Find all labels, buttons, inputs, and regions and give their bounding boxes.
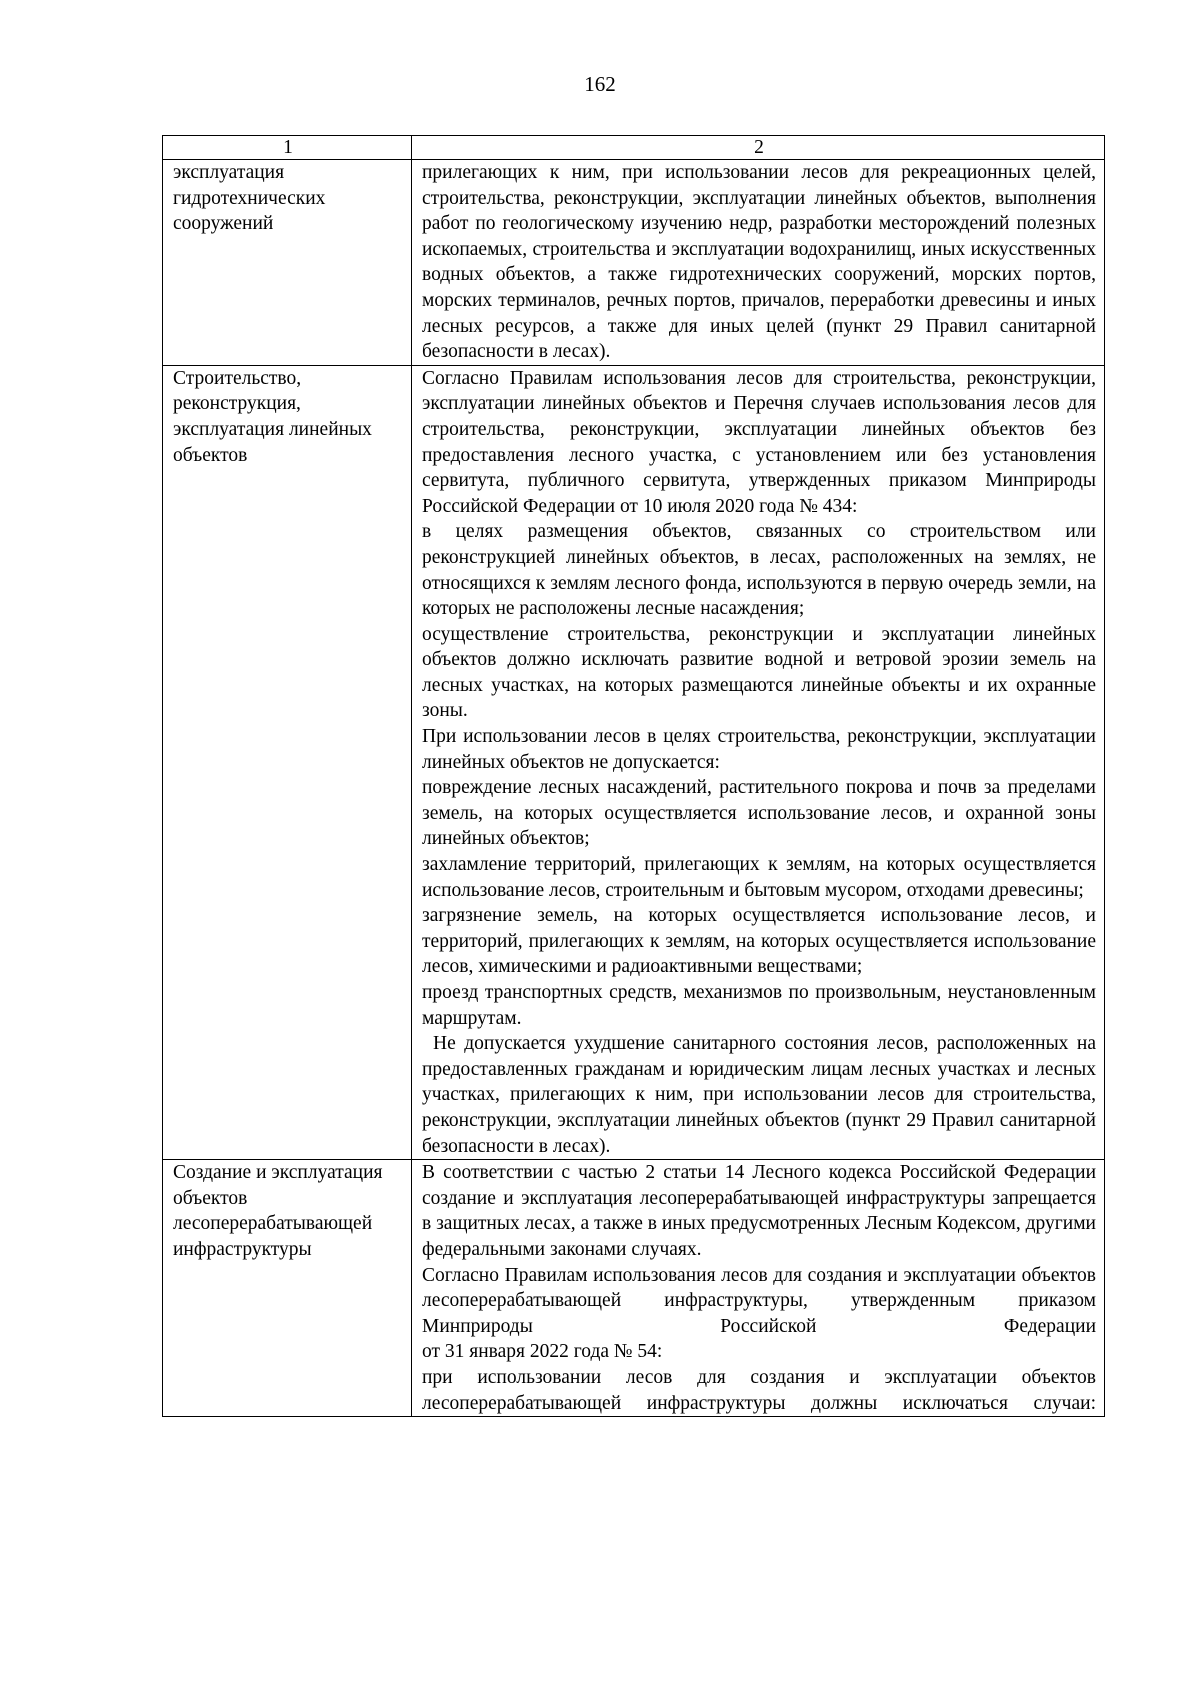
paragraph: Согласно Правилам использования лесов для создания и эксплуатации объектов лесоперерабатывающей инфраструктуры, утвержденным приказом Минприроды Российской Федерации bbox=[422, 1264, 1096, 1337]
table-header-row bbox=[163, 136, 1105, 160]
document-table bbox=[162, 135, 1105, 1417]
column-number-2: 2 bbox=[412, 136, 1105, 160]
paragraph: от 31 января 2022 года № 54: bbox=[422, 1341, 663, 1363]
paragraph: Не допускается ухудшение санитарного состояния лесов, расположенных на предоставленных гражданам и юридическим лицам лесных участках и лесных участках, прилегающих к ним, при использовании лесов для строительства, реконструкции, эксплуатации линейных объектов (пункт 29 Правил санитарной безопасности в лесах). bbox=[422, 1033, 1096, 1157]
table-row bbox=[163, 1160, 1105, 1417]
row-type-of-use: Строительство, реконструкция, эксплуатация линейных объектов bbox=[163, 365, 412, 1159]
paragraph: Согласно Правилам использования лесов для строительства, реконструкции, эксплуатации линейных объектов и Перечня случаев использования лесов для строительства, реконструкции, эксплуатации линейных объектов без предоставления лесного участка, с установлением или без установления сервитута, публичного сервитута, утвержденных приказом Минприроды Российской Федерации от 10 июля 2020 года № 434: bbox=[422, 367, 1096, 517]
row-type-of-use: эксплуатация гидротехнических сооружений bbox=[163, 160, 412, 366]
paragraph: при использовании лесов для создания и эксплуатации объектов лесоперерабатывающей инфраструктуры должны исключаться случаи: bbox=[422, 1366, 1096, 1414]
row-requirements bbox=[412, 160, 1105, 366]
row-requirements bbox=[412, 1160, 1105, 1417]
paragraph: При использовании лесов в целях строительства, реконструкции, эксплуатации линейных объектов не допускается: bbox=[422, 726, 1096, 773]
paragraph: захламление территорий, прилегающих к землям, на которых осуществляется использование лесов, строительным и бытовым мусором, отходами древесины; bbox=[422, 854, 1096, 901]
paragraph: В соответствии с частью 2 статьи 14 Лесного кодекса Российской Федерации создание и эксплуатация лесоперерабатывающей инфраструктуры запрещается в защитных лесах, а также в иных предусмотренных Лесным Кодексом, другими федеральными законами случаях. bbox=[422, 1162, 1096, 1260]
table-row bbox=[163, 365, 1105, 1159]
table-row bbox=[163, 160, 1105, 366]
row-requirements bbox=[412, 365, 1105, 1159]
paragraph: загрязнение земель, на которых осуществляется использование лесов, и территорий, прилегающих к землям, на которых осуществляется использование лесов, химическими и радиоактивными веществами; bbox=[422, 905, 1096, 978]
column-number-1: 1 bbox=[163, 136, 412, 160]
paragraph: осуществление строительства, реконструкции и эксплуатации линейных объектов должно исключать развитие водной и ветровой эрозии земель на лесных участках, на которых размещаются линейные объекты и их охранные зоны. bbox=[422, 623, 1096, 722]
paragraph: прилегающих к ним, при использовании лесов для рекреационных целей, строительства, реконструкции, эксплуатации линейных объектов, выполнения работ по геологическому изучению недр, разработки месторождений полезных ископаемых, строительства и эксплуатации водохранилищ, иных искусственных водных объектов, а также гидротехнических сооружений, морских портов, морских терминалов, речных портов, причалов, переработки древесины и иных лесных ресурсов, а также для иных целей (пункт 29 Правил санитарной безопасности в лесах). bbox=[422, 162, 1096, 363]
row-type-of-use: Создание и эксплуатация объектов лесоперерабатывающей инфраструктуры bbox=[163, 1160, 412, 1417]
paragraph: повреждение лесных насаждений, растительного покрова и почв за пределами земель, на которых осуществляется использование лесов, и охранной зоны линейных объектов; bbox=[422, 777, 1096, 850]
paragraph: проезд транспортных средств, механизмов по произвольным, неустановленным маршрутам. bbox=[422, 982, 1096, 1029]
page-number: 162 bbox=[584, 72, 616, 96]
paragraph: в целях размещения объектов, связанных со строительством или реконструкцией линейных объектов, в лесах, расположенных на землях, не относящихся к землям лесного фонда, используются в первую очередь земли, на которых не расположены лесные насаждения; bbox=[422, 521, 1096, 620]
